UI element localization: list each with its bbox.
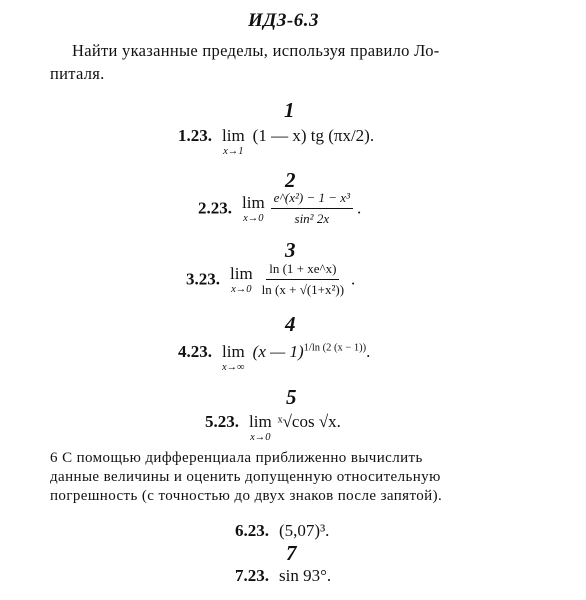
trailing-period: . (356, 198, 362, 218)
instruction-line-1: Найти указанные пределы, используя правило Ло- (72, 41, 440, 60)
problem-5 (205, 412, 341, 443)
lim-text: lim (230, 264, 253, 283)
fraction (259, 261, 347, 298)
problem-6 (235, 521, 329, 541)
lim-text: lim (222, 342, 245, 361)
fraction-denominator: ln (x + √(1+x²)) (261, 282, 345, 297)
section-number-3: 3 (285, 238, 296, 262)
problem-4 (178, 342, 370, 373)
problem-label: 1.23. (178, 126, 212, 145)
section-number-1: 1 (284, 98, 295, 122)
trailing-period: . (351, 269, 356, 289)
trailing-period: . (366, 342, 371, 361)
section-number-5: 5 (286, 385, 297, 409)
problem-expression: (5,07)³. (279, 521, 330, 540)
limit-subscript: x→∞ (222, 362, 245, 373)
fraction-numerator: e^(x²) − 1 − x³ (271, 190, 353, 209)
problem-3 (186, 261, 355, 298)
problem-expression: sin 93°. (279, 566, 332, 585)
task-number: 6 (50, 450, 58, 466)
fraction-numerator: ln (1 + xe^x) (266, 261, 339, 280)
limit-operator (242, 193, 265, 224)
limit-subscript: x→0 (231, 284, 252, 295)
fraction (271, 190, 353, 227)
section-number-4: 4 (285, 312, 296, 336)
problem-label: 2.23. (198, 198, 232, 218)
task-6-line-2: данные величины и оценить допущенную относительную (50, 469, 441, 485)
problem-label: 6.23. (235, 521, 269, 540)
lim-text: lim (249, 412, 272, 431)
section-number-7: 7 (286, 541, 297, 565)
problem-label: 7.23. (235, 566, 269, 585)
task-6-line-1 (50, 450, 423, 467)
limit-operator (222, 342, 245, 373)
problem-label: 5.23. (205, 412, 239, 431)
lim-text: lim (222, 126, 245, 145)
fraction-denominator: sin² 2x (294, 211, 330, 226)
limit-operator (222, 126, 245, 157)
task-6-line-3: погрешность (с точностью до двух знаков после запятой). (50, 488, 443, 504)
section-number-2: 2 (285, 168, 296, 192)
limit-exponent: 1/ln (2 (x − 1)) (303, 342, 367, 354)
limit-expression: ˣ√cos √x. (277, 412, 341, 431)
limit-base: (x — 1) (252, 342, 304, 361)
limit-subscript: x→0 (243, 213, 264, 224)
problem-label: 4.23. (178, 342, 212, 361)
problem-7 (235, 566, 331, 586)
problem-label: 3.23. (186, 269, 220, 289)
lim-text: lim (242, 193, 265, 212)
limit-operator (249, 412, 272, 443)
limit-subscript: x→1 (223, 146, 244, 157)
limit-expression: (1 — x) tg (πx/2). (252, 126, 375, 145)
problem-2 (198, 190, 361, 227)
limit-subscript: x→0 (250, 432, 271, 443)
problem-1 (178, 126, 374, 157)
limit-operator (230, 264, 253, 295)
page-title: ИДЗ-6.3 (248, 10, 320, 31)
task-text: С помощью дифференциала приближенно вычислить (62, 450, 423, 466)
instruction-line-2: питаля. (50, 64, 105, 83)
